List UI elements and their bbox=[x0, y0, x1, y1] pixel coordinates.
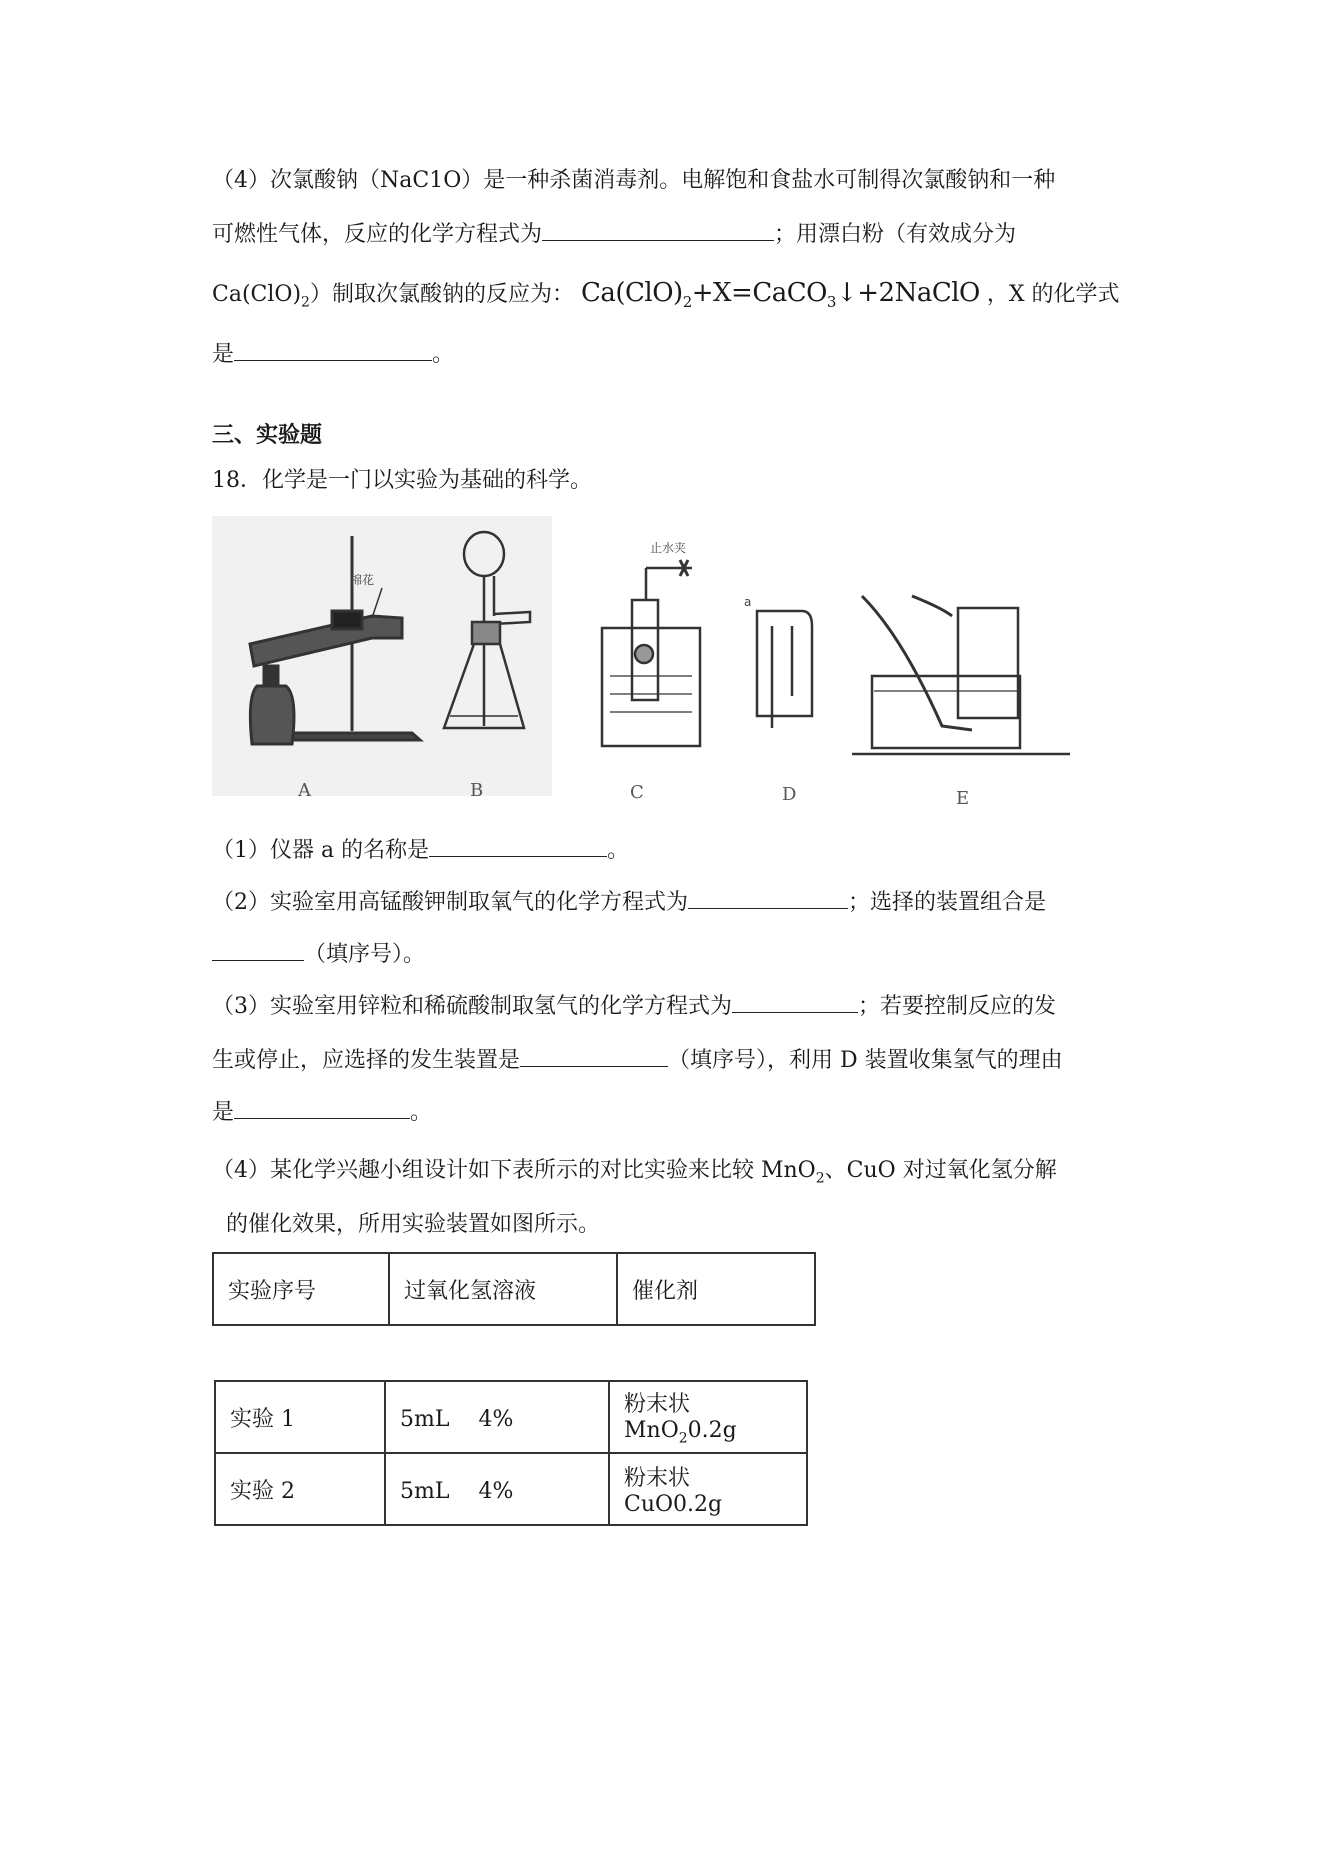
apparatus-d bbox=[757, 611, 812, 728]
answer-blank[interactable] bbox=[542, 218, 774, 241]
section-title-text: 三、实验题 bbox=[212, 422, 323, 448]
experiment-table-body bbox=[214, 1380, 808, 1526]
q17-4-text: Ca(ClO) bbox=[212, 282, 302, 307]
q18-part3-line3 bbox=[212, 1096, 432, 1128]
q17-4-line2 bbox=[212, 218, 1016, 250]
row-solution-cell: 5mL 4% bbox=[385, 1453, 609, 1525]
clip-label: 止水夹 bbox=[650, 541, 687, 555]
row-catalyst-cell bbox=[609, 1381, 807, 1453]
header-cell-solution: 过氧化氢溶液 bbox=[389, 1253, 617, 1325]
q18-text: 、CuO 对过氧化氢分解 bbox=[824, 1158, 1057, 1183]
cotton-label: 棉花 bbox=[350, 573, 375, 587]
subscript: 2 bbox=[678, 1430, 688, 1447]
q18-stem bbox=[212, 466, 592, 496]
q17-4-text: ；用漂白粉（有效成分为 bbox=[774, 222, 1017, 247]
header-cell-id: 实验序号 bbox=[213, 1253, 389, 1325]
q18-part3 bbox=[212, 990, 1056, 1022]
q18-text: （2）实验室用高锰酸钾制取氧气的化学方程式为 bbox=[212, 890, 688, 915]
q17-4-text: ）制取次氯酸钠的反应为： bbox=[309, 282, 574, 307]
q17-4-text: （4）次氯酸钠（NaC1O）是一种杀菌消毒剂。电解饱和食盐水可制得次氯酸钠和一种 bbox=[212, 168, 1056, 193]
answer-blank[interactable] bbox=[234, 1096, 410, 1119]
label-d: D bbox=[782, 784, 797, 805]
q18-text: 。 bbox=[410, 1100, 433, 1125]
row-id-cell: 实验 2 bbox=[215, 1453, 385, 1525]
apparatus-e bbox=[852, 596, 1070, 754]
answer-blank[interactable] bbox=[688, 886, 848, 909]
q18-text: （填序号），利用 D 装置收集氢气的理由 bbox=[668, 1048, 1063, 1073]
answer-blank[interactable] bbox=[520, 1044, 668, 1067]
q18-part2-line2 bbox=[212, 938, 425, 970]
eq-part: Ca(ClO) bbox=[580, 278, 683, 308]
q18-text: 的催化效果，所用实验装置如图所示。 bbox=[226, 1212, 601, 1237]
eq-part: +X=CaCO bbox=[691, 278, 827, 308]
answer-blank[interactable] bbox=[732, 990, 858, 1013]
table-row bbox=[215, 1453, 807, 1525]
q18-text: （1）仪器 a 的名称是 bbox=[212, 838, 430, 863]
answer-blank[interactable] bbox=[212, 938, 304, 961]
header-cell-catalyst: 催化剂 bbox=[617, 1253, 815, 1325]
catalyst-text: 粉末状 CuO0.2g bbox=[624, 1466, 723, 1517]
q17-4-text: 是 bbox=[212, 342, 235, 367]
q17-4-text: 。 bbox=[432, 342, 455, 367]
answer-blank[interactable] bbox=[429, 834, 607, 857]
q18-text: 生或停止，应选择的发生装置是 bbox=[212, 1048, 521, 1073]
answer-blank[interactable] bbox=[234, 338, 432, 361]
row-catalyst-cell bbox=[609, 1453, 807, 1525]
label-a: A bbox=[298, 780, 311, 801]
q17-4-line3 bbox=[212, 278, 1120, 317]
q18-text: ；选择的装置组合是 bbox=[848, 890, 1047, 915]
apparatus-figure bbox=[212, 516, 1072, 811]
row-solution-cell: 5mL 4% bbox=[385, 1381, 609, 1453]
q18-part3-line2 bbox=[212, 1044, 1063, 1076]
q18-text: 是 bbox=[212, 1100, 235, 1125]
a-label: a bbox=[744, 595, 752, 609]
reaction-equation bbox=[580, 278, 980, 312]
catalyst-text: 0.2g bbox=[687, 1418, 737, 1444]
apparatus-c bbox=[602, 560, 700, 746]
label-b: B bbox=[470, 780, 484, 801]
q18-text: （4）某化学兴趣小组设计如下表所示的对比实验来比较 MnO bbox=[212, 1158, 816, 1183]
experiment-table-header bbox=[212, 1252, 816, 1326]
q18-text: 。 bbox=[607, 838, 630, 863]
q18-text: （填序号）。 bbox=[304, 942, 426, 967]
label-c: C bbox=[630, 782, 644, 803]
q18-part4-line2 bbox=[226, 1210, 600, 1240]
subscript: 2 bbox=[682, 293, 692, 312]
table-row bbox=[215, 1381, 807, 1453]
catalyst-text: 粉末状 MnO bbox=[624, 1392, 691, 1444]
table-row bbox=[213, 1253, 815, 1325]
eq-part: ↓+2NaClO bbox=[835, 278, 980, 308]
q18-part4 bbox=[212, 1156, 1057, 1193]
q18-text: ；若要控制反应的发 bbox=[858, 994, 1057, 1019]
label-e: E bbox=[956, 788, 970, 809]
row-id-cell: 实验 1 bbox=[215, 1381, 385, 1453]
q18-part1 bbox=[212, 834, 629, 866]
subscript: 2 bbox=[815, 1170, 825, 1187]
q18-stem-text: 18．化学是一门以实验为基础的科学。 bbox=[212, 468, 592, 493]
q18-part2 bbox=[212, 886, 1046, 918]
q17-4-text: ，X 的化学式 bbox=[986, 282, 1120, 307]
q17-4-line1 bbox=[212, 166, 1055, 196]
subscript: 2 bbox=[301, 294, 310, 311]
q17-4-line4 bbox=[212, 338, 454, 370]
q18-text: （3）实验室用锌粒和稀硫酸制取氢气的化学方程式为 bbox=[212, 994, 732, 1019]
subscript: 3 bbox=[826, 293, 836, 312]
q17-4-text: 可燃性气体，反应的化学方程式为 bbox=[212, 222, 543, 247]
section-title bbox=[212, 420, 322, 450]
